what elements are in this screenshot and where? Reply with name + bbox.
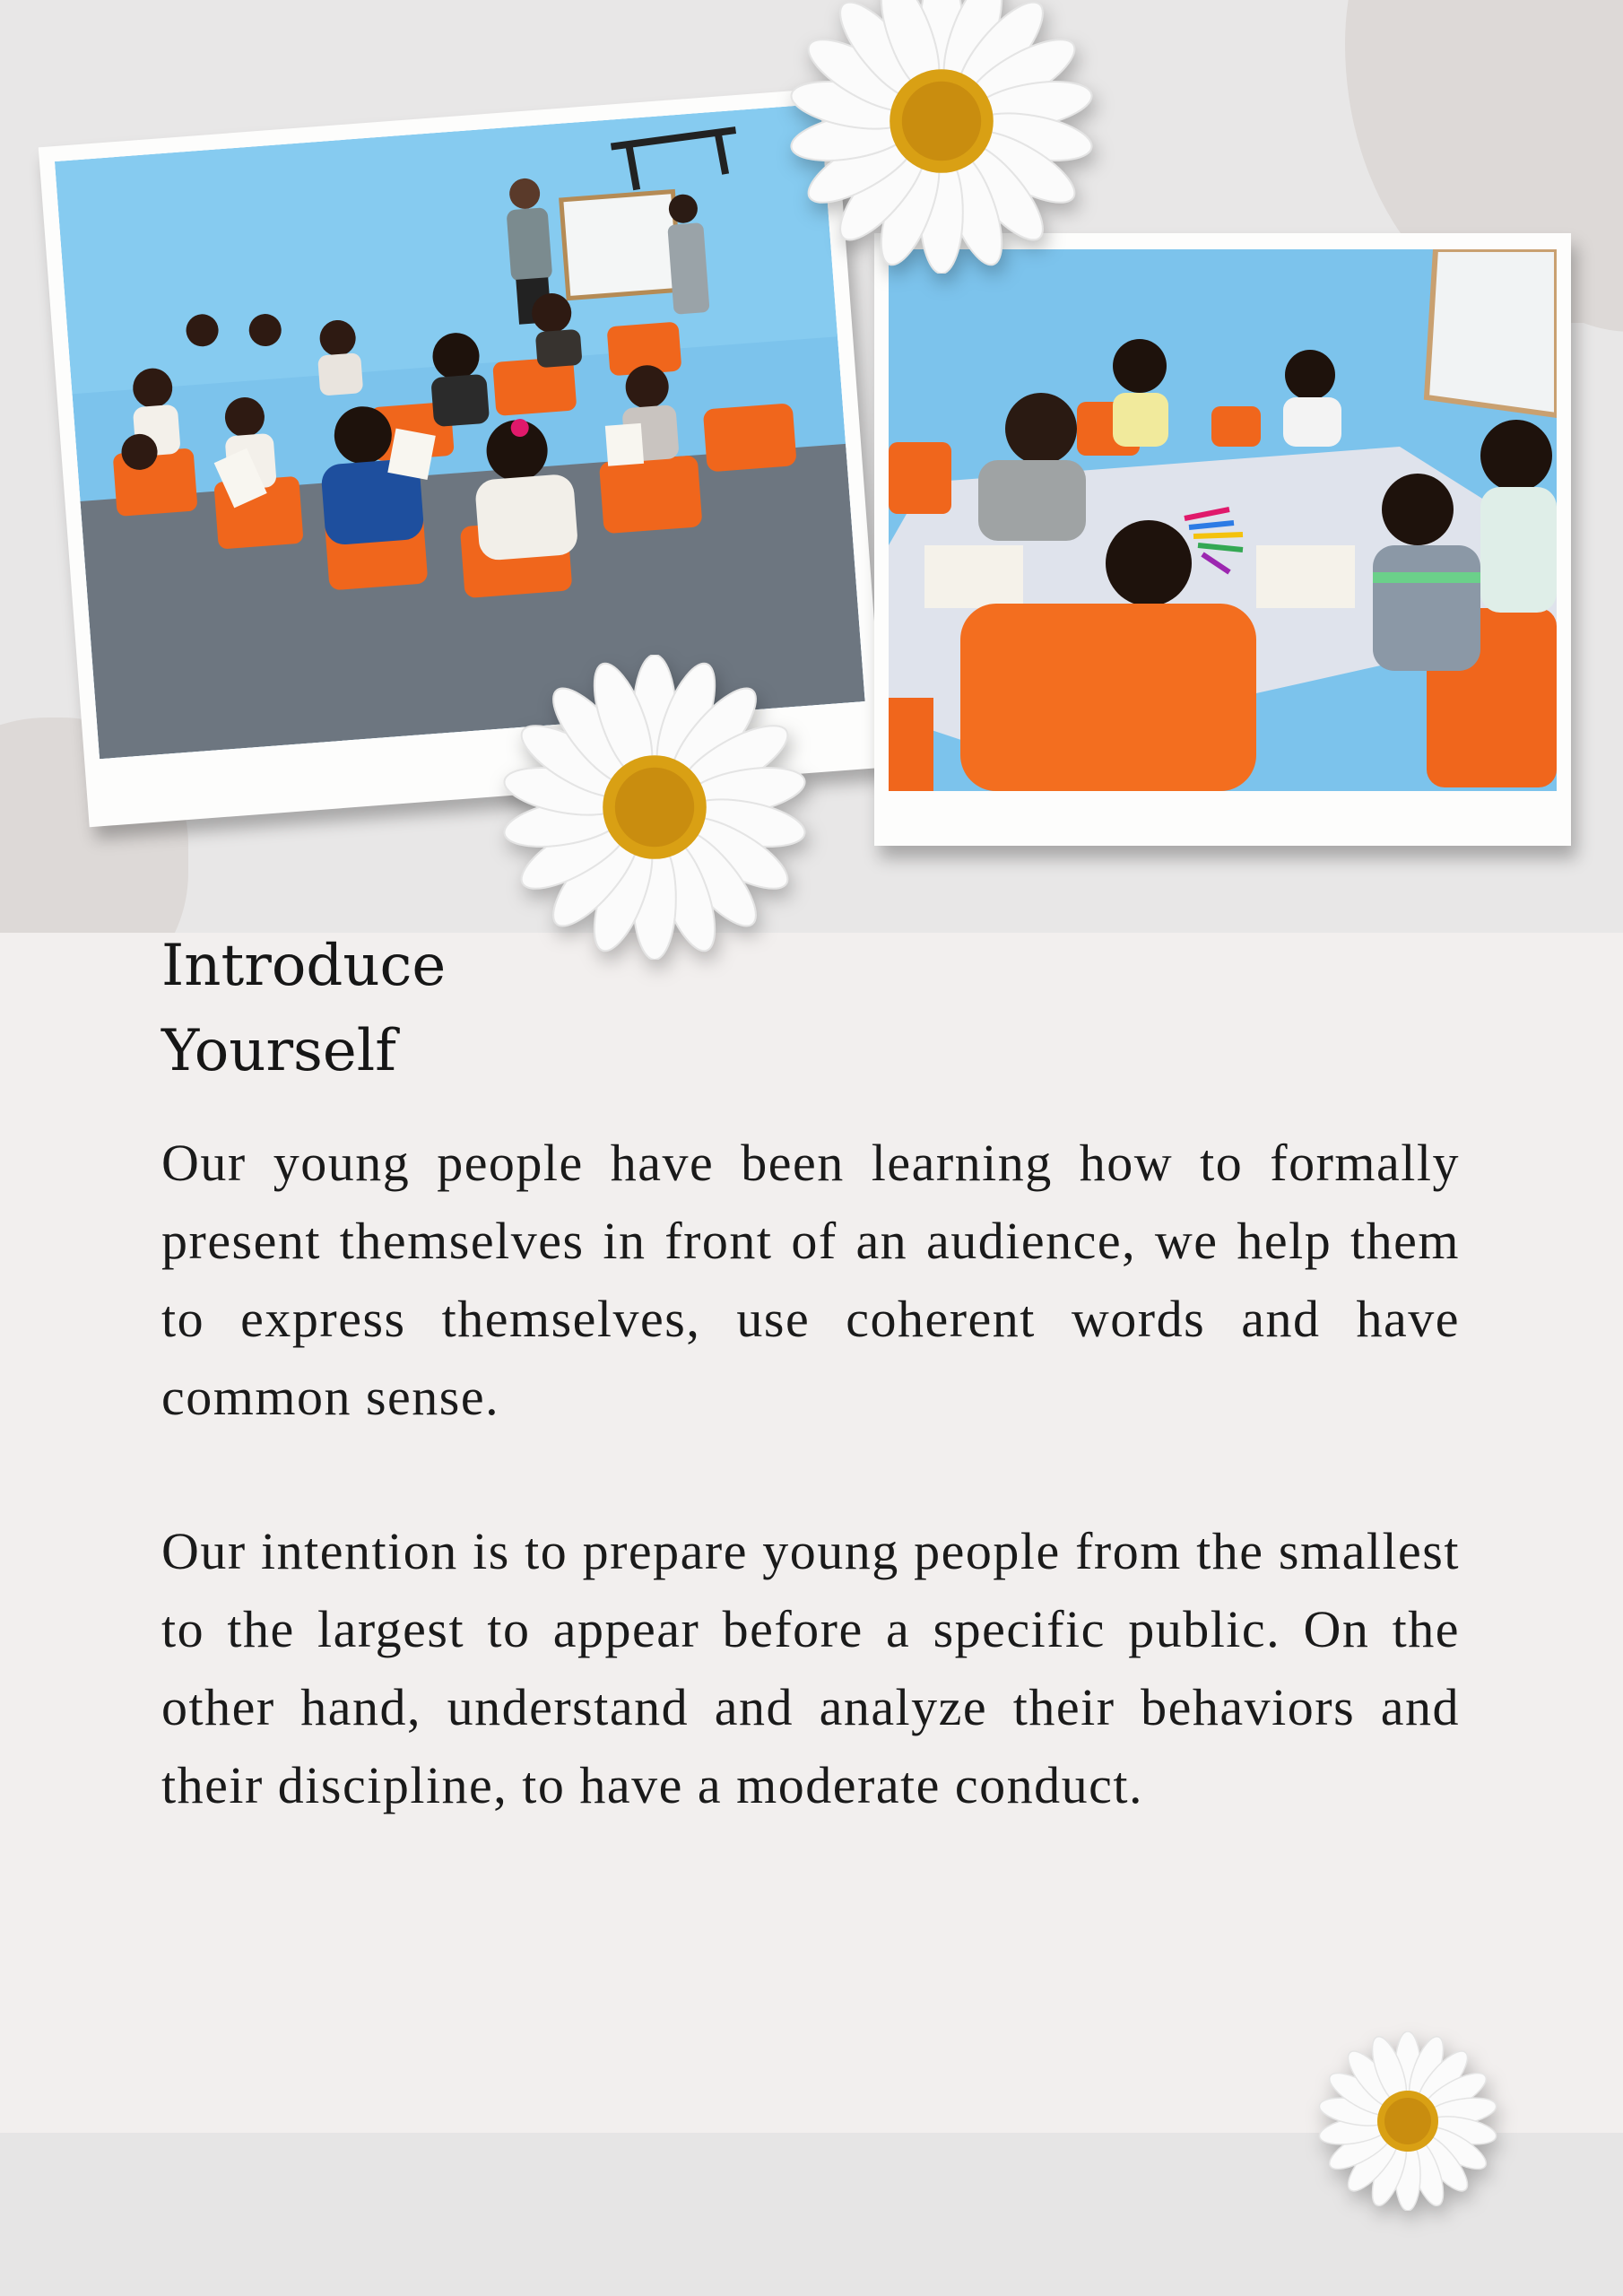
section-title <box>161 924 789 1094</box>
daisy-icon <box>789 0 1094 274</box>
daisy-icon <box>1318 2031 1497 2211</box>
daisy-icon <box>502 655 807 960</box>
body-paragraph-2: Our intention is to prepare young people from the smallest to the largest to appear before a specific public. On the other hand, understand and analyze their behaviors and their discipline, to have a moderate conduct. <box>161 1522 1460 1814</box>
children-drawing-at-table-photo <box>889 249 1557 791</box>
section-title-line-1: Introduce <box>161 933 447 999</box>
body-paragraph-1: Our young people have been learning how to formally present themselves in front of an audience, we help them to express themselves, use coherent words and have common sense. <box>161 1134 1460 1426</box>
section-title-line-2: Yourself <box>161 1018 396 1084</box>
polaroid-frame-right <box>874 233 1571 846</box>
